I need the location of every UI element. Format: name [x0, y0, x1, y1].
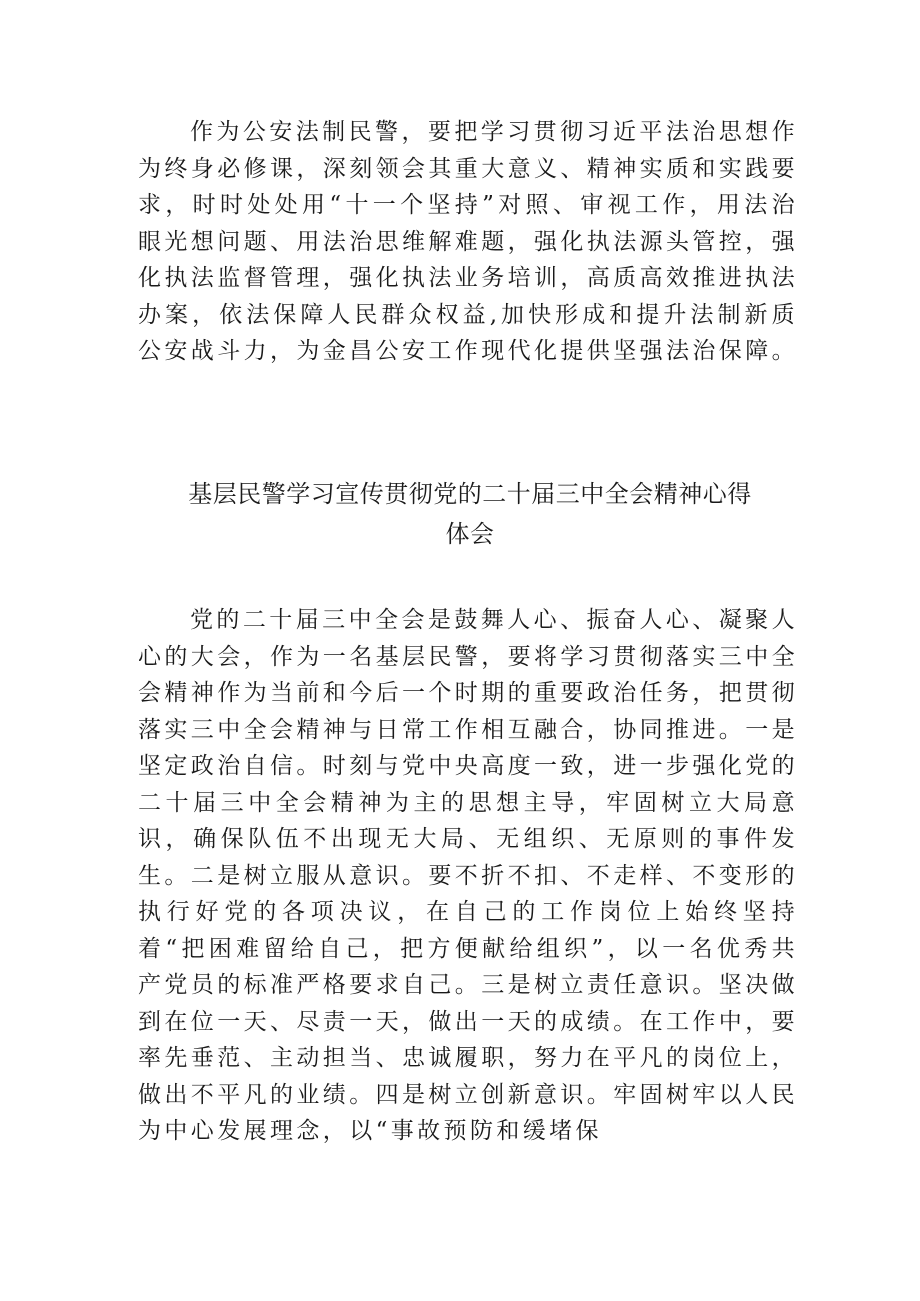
body-paragraph-2: 党的二十届三中全会是鼓舞人心、振奋人心、凝聚人心的大会，作为一名基层民警，要将学习贯彻落实三中全会精神作为当前和今后一个时期的重要政治任务，把贯彻落实三中全会精神与日常工作相互融合，协同推进。一是坚定政治自信。时刻与党中央高度一致，进一步强化党的二十届三中全会精神为主的思想主导，牢固树立大局意识，确保队伍不出现无大局、无组织、无原则的事件发生。二是树立服从意识。要不折不扣、不走样、不变形的执行好党的各项决议，在自己的工作岗位上始终坚持着“把困难留给自己，把方便献给组织”，以一名优秀共产党员的标准严格要求自己。三是树立责任意识。坚决做到在位一天、尽责一天，做出一天的成绩。在工作中，要率先垂范、主动担当、忠诚履职，努力在平凡的岗位上，做出不平凡的业绩。四是树立创新意识。牢固树牢以人民为中心发展理念，以“事故预防和缓堵保 — [138, 607, 798, 1144]
section-title — [160, 474, 780, 554]
section-title-line-1: 基层民警学习宣传贯彻党的二十届三中全会精神心得 — [188, 480, 752, 508]
section-title-line-2: 体会 — [445, 520, 495, 548]
body-paragraph-1: 作为公安法制民警，要把学习贯彻习近平法治思想作为终身必修课，深刻领会其重大意义、精神实质和实践要求，时时处处用“十一个坚持”对照、审视工作，用法治眼光想问题、用法治思维解难题，强化执法源头管控，强化执法监督管理，强化执法业务培训，高质高效推进执法办案，依法保障人民群众权益,加快形成和提升法制新质公安战斗力，为金昌公安工作现代化提供坚强法治保障。 — [138, 119, 798, 364]
